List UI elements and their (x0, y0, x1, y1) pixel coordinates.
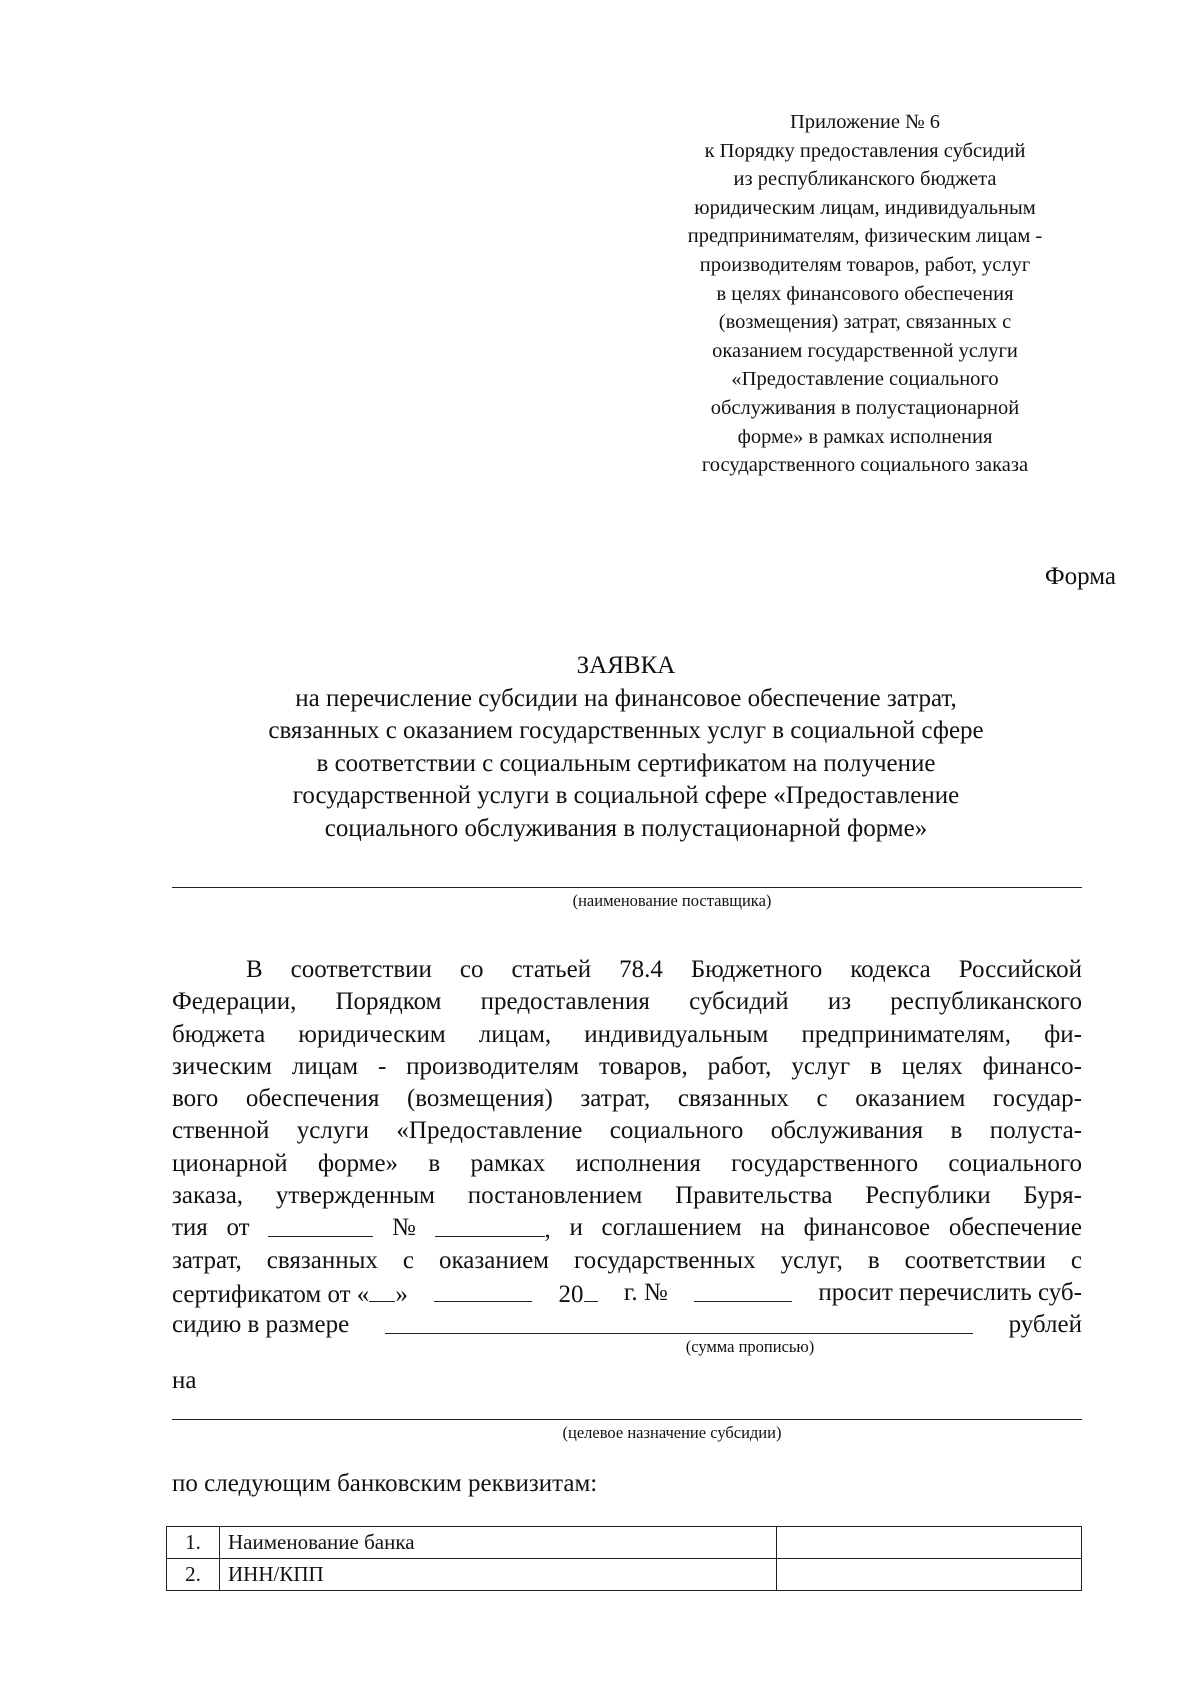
body-line: В соответствии со статьей 78.4 Бюджетного кодекса Российской (246, 956, 1082, 983)
form-label: Форма (1044, 563, 1116, 590)
table-row (167, 1559, 1082, 1591)
appendix-line: предпринимателям, физическим лицам - (687, 225, 1043, 248)
regulation-date-field[interactable] (268, 1212, 373, 1237)
supplier-caption: (наименование поставщика) (572, 891, 772, 910)
appendix-line: государственного социального заказа (701, 454, 1029, 477)
body-paragraph (172, 954, 1082, 1342)
appendix-line: производителям товаров, работ, услуг (699, 253, 1031, 276)
body-line: вого обеспечения (возмещения) затрат, связанных с оказанием государ- (172, 1085, 1082, 1113)
bank-name-value-cell[interactable] (777, 1527, 1082, 1559)
purpose-caption: (целевое назначение субсидии) (562, 1423, 782, 1442)
appendix-line: Приложение № 6 (789, 111, 941, 133)
subsidy-amount-field[interactable] (385, 1309, 973, 1334)
title-line: связанных с оказанием государственных услуг в социальной сфере (268, 717, 984, 745)
bank-details-table (166, 1526, 1082, 1591)
appendix-block (655, 108, 1075, 480)
certificate-month-field[interactable] (434, 1277, 532, 1302)
sum-caption: (сумма прописью) (685, 1337, 815, 1356)
supplier-name-field[interactable] (172, 887, 1082, 888)
appendix-line: из республиканского бюджета (733, 168, 997, 191)
appendix-line: оказанием государственной услуги (712, 339, 1018, 362)
body-line: бюджета юридическим лицам, индивидуальным предпринимателям, фи- (172, 1020, 1082, 1048)
title-line: социального обслуживания в полустационарной форме» (324, 814, 928, 842)
appendix-line: обслуживания в полустационарной (710, 396, 1020, 419)
body-line: зическим лицам - производителям товаров, работ, услуг в целях финансо- (172, 1052, 1082, 1080)
body-line: затрат, связанных с оказанием государственных услуг, в соответствии с (172, 1246, 1082, 1274)
appendix-line: форме» в рамках исполнения (737, 425, 993, 448)
body-line: тия от № , и соглашением на финансовое обеспечение (172, 1214, 1082, 1244)
body-line: сидию в размере рублей (172, 1311, 1082, 1339)
certificate-year-field[interactable] (584, 1277, 598, 1302)
row-number: 1. (167, 1527, 220, 1559)
body-line: ственной услуги «Предоставление социального обслуживания в полуста- (172, 1117, 1082, 1145)
bank-details-intro: по следующим банковским реквизитам: (172, 1470, 598, 1497)
subsidy-purpose-field[interactable] (172, 1419, 1082, 1420)
body-line: Федерации, Порядком предоставления субсидий из республиканского (172, 988, 1082, 1016)
appendix-line: (возмещения) затрат, связанных с (718, 311, 1012, 334)
row-label: Наименование банка (220, 1527, 777, 1559)
table-row (167, 1527, 1082, 1559)
title-line: в соответствии с социальным сертификатом на получение (316, 749, 936, 777)
certificate-day-field[interactable] (369, 1277, 395, 1302)
certificate-number-field[interactable] (694, 1277, 792, 1302)
title-heading: ЗАЯВКА (576, 652, 676, 679)
row-label: ИНН/КПП (220, 1559, 777, 1591)
title-line: на перечисление субсидии на финансовое обеспечение затрат, (295, 684, 957, 712)
appendix-line: юридическим лицам, индивидуальным (694, 196, 1036, 219)
document-title (160, 650, 1092, 846)
body-line: заказа, утвержденным постановлением Правительства Республики Буря- (172, 1182, 1082, 1210)
inn-kpp-value-cell[interactable] (777, 1559, 1082, 1591)
body-line: сертификатом от « » 20 г. № просит перечислить суб- (172, 1278, 1082, 1308)
row-number: 2. (167, 1559, 220, 1591)
title-line: государственной услуги в социальной сфере «Предоставление (292, 782, 960, 810)
purpose-label: на (172, 1367, 197, 1394)
regulation-number-field[interactable] (435, 1212, 545, 1237)
appendix-line: «Предоставление социального (731, 368, 999, 391)
appendix-line: к Порядку предоставления субсидий (704, 139, 1026, 162)
body-line: ционарной форме» в рамках исполнения государственного социального (172, 1149, 1082, 1177)
appendix-line: в целях финансового обеспечения (716, 282, 1014, 305)
